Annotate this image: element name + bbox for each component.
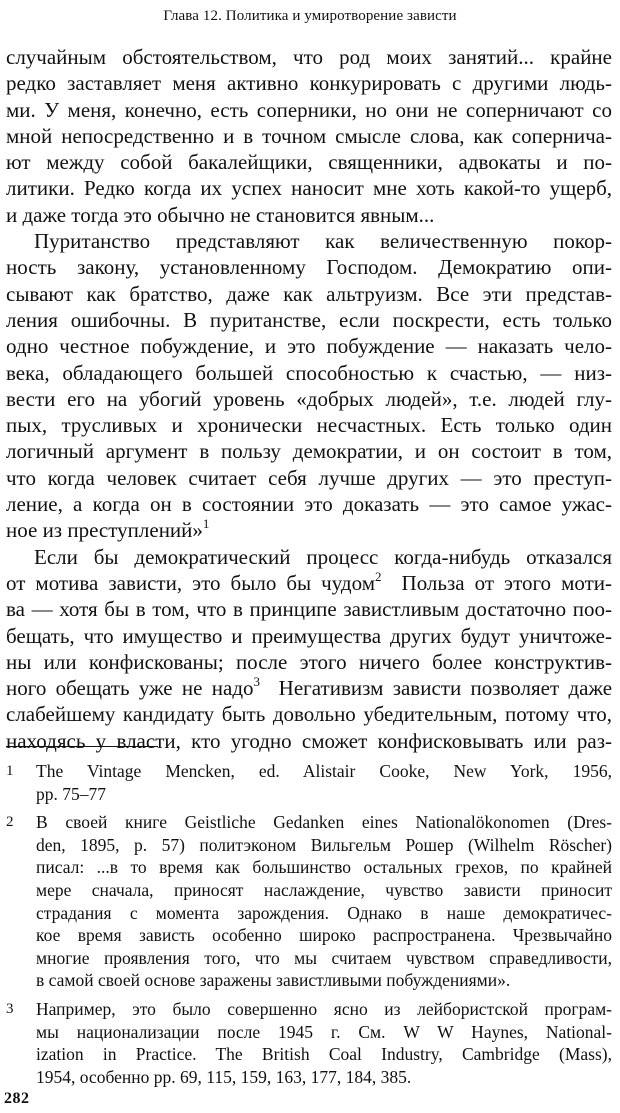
- text-line: литики. Редко когда их успех наносит мне хоть какой-то ущерб,: [6, 176, 612, 201]
- paragraph: [6, 228, 612, 544]
- page-number: 282: [4, 1090, 30, 1107]
- text-line: одно честное побуждение, и это побуждение — наказать чело-: [6, 334, 612, 359]
- footnote-text: [36, 998, 612, 1088]
- text-line: ми. У меня, конечно, есть соперники, но они не соперничают со: [6, 97, 612, 122]
- footnote-line: ization in Practice. The British Coal Industry, Cambridge (Mass),: [36, 1044, 612, 1065]
- footnotes: [0, 760, 612, 1094]
- text-line: ют между собой бакалейщики, священники, адвокаты и по-: [6, 150, 612, 175]
- footnote-number: 3: [6, 1000, 14, 1017]
- text-line: Пуританство представляют как величественную покор-: [34, 229, 612, 254]
- footnote-line: в самой своей основе заражены завистливыми побуждениями».: [36, 970, 511, 991]
- main-text: [6, 44, 612, 754]
- footnote-line: страдания с момента зарождения. Однако в наше демократичес-: [36, 902, 612, 923]
- text-line: логичный аргумент в пользу демократии, и он состоит в том,: [6, 439, 612, 464]
- footnote-line: мере сначала, приносят наслаждение, чувство зависти приносит: [36, 879, 612, 900]
- footnote-divider: [6, 746, 158, 747]
- footnote: [0, 760, 612, 805]
- text-fragment: Польза от этого моти-: [401, 570, 613, 595]
- running-head: Глава 12. Политика и умиротворение зависти: [163, 8, 457, 24]
- text-line: ность закону, установленному Господом. Демократию опи-: [6, 255, 612, 280]
- footnote-line: 1954, особенно pp. 69, 115, 159, 163, 177, 184, 385.: [36, 1066, 412, 1087]
- footnote-ref[interactable]: 1: [202, 516, 210, 532]
- text-line: ление, а когда он в состоянии это доказать — это самое ужас-: [6, 492, 612, 517]
- text-line: мной непосредственно и в точном смысле слова, как сопернича-: [6, 123, 612, 148]
- text-fragment: ного обещать уже не надо: [6, 676, 254, 701]
- text-line: ва — хотя бы в том, что в принципе завистливым достаточно поо-: [6, 597, 612, 622]
- paragraph: [6, 44, 612, 228]
- text-line: ления ошибочны. В пуританстве, если поскрести, есть только: [6, 307, 612, 332]
- text-line: слабейшему кандидату быть довольно убедительным, потому что,: [6, 702, 612, 727]
- paragraph: [6, 544, 612, 754]
- text-line: [6, 570, 612, 596]
- footnote-line: den, 1895, p. 57) политэконом Вильгельм Рошер (Wilhelm Röscher): [36, 834, 612, 855]
- text-line: редко заставляет меня активно конкурировать с другими людь-: [6, 71, 612, 96]
- text-line: [6, 517, 612, 543]
- text-line: вести его на убогий уровень «добрых людей», т.е. людей глу-: [6, 386, 612, 411]
- text-line: пых, трусливых и хронически несчастных. Есть только один: [6, 413, 612, 438]
- footnote-line: кое время зависть особенно широко распространена. Чрезвычайно: [36, 925, 612, 946]
- text-line: что когда человек считает себя лучше других — это преступ-: [6, 465, 612, 490]
- footnote-line: The Vintage Mencken, ed. Alistair Cooke, New York, 1956,: [36, 761, 612, 781]
- text-fragment: от мотива зависти, это было бы чудом: [6, 570, 375, 595]
- text-line: века, обладающего большей способностью к счастью, — низ-: [6, 360, 612, 385]
- footnote-text: [36, 760, 612, 805]
- text-line: ны или конфискованы; после этого ничего более конструктив-: [6, 649, 612, 674]
- text-fragment: ное из преступлений»: [6, 518, 203, 543]
- footnote-line: мы национализации после 1945 г. См. W W Haynes, National-: [36, 1021, 612, 1042]
- footnote: [0, 998, 612, 1088]
- footnote: [0, 811, 612, 992]
- footnote-ref[interactable]: 2: [374, 568, 382, 584]
- text-line: находясь у власти, кто угодно сможет конфисковывать или раз-: [6, 728, 612, 753]
- footnote-line: многие проявления того, что мы считаем чувством справедливости,: [36, 947, 612, 968]
- footnote-ref[interactable]: 3: [253, 674, 261, 690]
- text-line: Если бы демократический процесс когда-нибудь отказался: [34, 544, 612, 569]
- footnote-line: Например, это было совершенно ясно из лейбористской програм-: [36, 998, 612, 1019]
- footnote-text: [36, 811, 612, 992]
- text-line: и даже тогда это обычно не становится явным...: [6, 202, 435, 227]
- text-line: сывают как братство, даже как альтруизм. Все эти представ-: [6, 281, 612, 306]
- footnote-line: pp. 75–77: [36, 783, 106, 804]
- text-line: [6, 675, 612, 701]
- footnote-number: 2: [6, 814, 14, 831]
- text-line: случайным обстоятельством, что род моих занятий... крайне: [6, 45, 612, 69]
- footnote-line: писал: ...в то время как большинство остальных грехов, по крайней: [36, 857, 612, 878]
- footnote-line: В своей книге Geistliche Gedanken eines Nationalökonomen (Dres-: [36, 812, 612, 833]
- text-line: бещать, что имущество и преимущества других будут уничтоже-: [6, 623, 612, 648]
- text-fragment: Негативизм зависти позволяет даже: [278, 676, 613, 701]
- footnote-number: 1: [6, 763, 14, 779]
